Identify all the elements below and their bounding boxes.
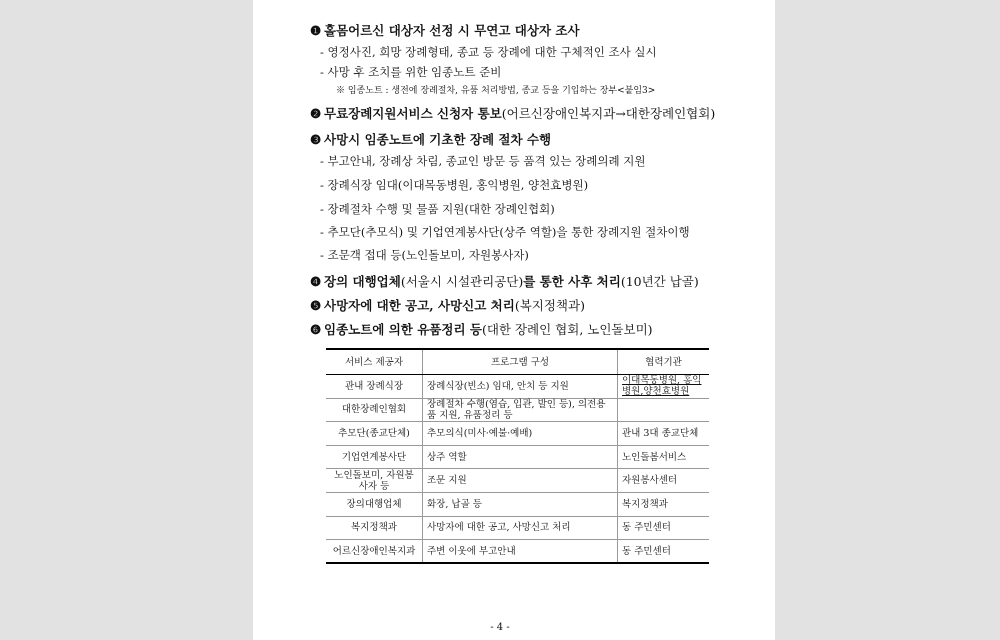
table-cell-partner: 동 주민센터 bbox=[618, 540, 710, 564]
table-row bbox=[326, 492, 709, 516]
section-5-title: 사망자에 대한 공고, 사망신고 처리 bbox=[324, 298, 515, 313]
table-cell-program: 사망자에 대한 공고, 사망신고 처리 bbox=[423, 516, 618, 540]
section-4-note-2: (10년간 납골) bbox=[620, 274, 699, 289]
section-4-number: ❹ bbox=[310, 274, 322, 289]
table-row bbox=[326, 540, 709, 564]
section-4-note: (서울시 시설관리공단) bbox=[400, 274, 524, 289]
table-cell-partner: 이대목동병원, 홍익병원,양천효병원 bbox=[618, 375, 710, 399]
table-cell-partner: 관내 3대 종교단체 bbox=[618, 422, 710, 446]
section-3-item-1: - 부고안내, 장례상 차림, 종교인 방문 등 품격 있는 장례의례 지원 bbox=[320, 154, 646, 168]
section-4-title: 장의 대행업체 bbox=[324, 274, 401, 289]
table-cell-provider: 복지정책과 bbox=[326, 516, 423, 540]
section-2-note: (어르신장애인복지과→대한장례인협회) bbox=[501, 106, 716, 121]
table-cell-provider: 대한장례인협회 bbox=[326, 398, 423, 422]
section-3-item-2: - 장례식장 임대(이대목동병원, 홍익병원, 양천효병원) bbox=[320, 178, 589, 192]
section-3-number: ❸ bbox=[310, 132, 322, 147]
table-row bbox=[326, 422, 709, 446]
section-5-heading bbox=[310, 296, 585, 314]
table-cell-program: 화장, 납골 등 bbox=[423, 492, 618, 516]
table-row bbox=[326, 445, 709, 469]
section-1-item-2: - 사망 후 조치를 위한 임종노트 준비 bbox=[320, 65, 502, 79]
section-3-heading bbox=[310, 130, 551, 148]
table-cell-program: 추모의식(미사·예불·예배) bbox=[423, 422, 618, 446]
section-1-heading bbox=[310, 21, 580, 39]
table-cell-partner: 동 주민센터 bbox=[618, 516, 710, 540]
section-3-item-4: - 추모단(추모식) 및 기업연계봉사단(상주 역할)을 통한 장례지원 절차이행 bbox=[320, 225, 690, 239]
section-1-item-1: - 영정사진, 희망 장례형태, 종교 등 장례에 대한 구체적인 조사 실시 bbox=[320, 45, 657, 59]
table-cell-provider: 추모단(종교단체) bbox=[326, 422, 423, 446]
table-cell-provider: 노인돌보미, 자원봉사자 등 bbox=[326, 469, 423, 493]
table-cell-program: 조문 지원 bbox=[423, 469, 618, 493]
table-row bbox=[326, 469, 709, 493]
section-2-number: ❷ bbox=[310, 106, 322, 121]
table-cell-provider: 장의대행업체 bbox=[326, 492, 423, 516]
table-cell-partner: 노인돌봄서비스 bbox=[618, 445, 710, 469]
table-cell-partner bbox=[618, 398, 710, 422]
table-header-partner: 협력기관 bbox=[618, 349, 710, 375]
section-3-title: 사망시 임종노트에 기초한 장례 절차 수행 bbox=[324, 132, 552, 147]
section-1-footnote: ※ 임종노트 : 생전에 장례절차, 유품 처리방법, 종교 등을 기입하는 장부<붙임3> bbox=[336, 86, 656, 96]
table-header-program: 프로그램 구성 bbox=[423, 349, 618, 375]
table-cell-provider: 기업연계봉사단 bbox=[326, 445, 423, 469]
table-cell-program: 상주 역할 bbox=[423, 445, 618, 469]
section-4-heading bbox=[310, 272, 699, 290]
section-5-note: (복지정책과) bbox=[514, 298, 585, 313]
service-provider-table bbox=[326, 348, 709, 564]
table-header-provider: 서비스 제공자 bbox=[326, 349, 423, 375]
section-1-title: 홀몸어르신 대상자 선정 시 무연고 대상자 조사 bbox=[324, 23, 580, 38]
section-6-number: ❻ bbox=[310, 322, 322, 337]
section-1-number: ❶ bbox=[310, 23, 322, 38]
page-number: - 4 - bbox=[490, 622, 510, 633]
section-2-title: 무료장례지원서비스 신청자 통보 bbox=[324, 106, 502, 121]
table-cell-partner: 자원봉사센터 bbox=[618, 469, 710, 493]
table-cell-provider: 어르신장애인복지과 bbox=[326, 540, 423, 564]
table-cell-program: 주변 이웃에 부고안내 bbox=[423, 540, 618, 564]
section-4-title-2: 를 통한 사후 처리 bbox=[523, 274, 621, 289]
table-cell-program: 장례절차 수행(염습, 입관, 발인 등), 의전용품 지원, 유품정리 등 bbox=[423, 398, 618, 422]
section-6-heading bbox=[310, 320, 653, 338]
section-5-number: ❺ bbox=[310, 298, 322, 313]
table-row bbox=[326, 516, 709, 540]
table-cell-program: 장례식장(빈소) 임대, 안치 등 지원 bbox=[423, 375, 618, 399]
table-row bbox=[326, 398, 709, 422]
table-row bbox=[326, 375, 709, 399]
section-2-heading bbox=[310, 104, 715, 122]
section-3-item-3: - 장례절차 수행 및 물품 지원(대한 장례인협회) bbox=[320, 202, 555, 216]
section-6-title: 임종노트에 의한 유품정리 등 bbox=[324, 322, 482, 337]
section-6-note: (대한 장례인 협회, 노인돌보미) bbox=[481, 322, 653, 337]
section-3-item-5: - 조문객 접대 등(노인돌보미, 자원봉사자) bbox=[320, 248, 529, 262]
table-header-row bbox=[326, 349, 709, 375]
table-cell-partner: 복지정책과 bbox=[618, 492, 710, 516]
table-cell-provider: 관내 장례식장 bbox=[326, 375, 423, 399]
